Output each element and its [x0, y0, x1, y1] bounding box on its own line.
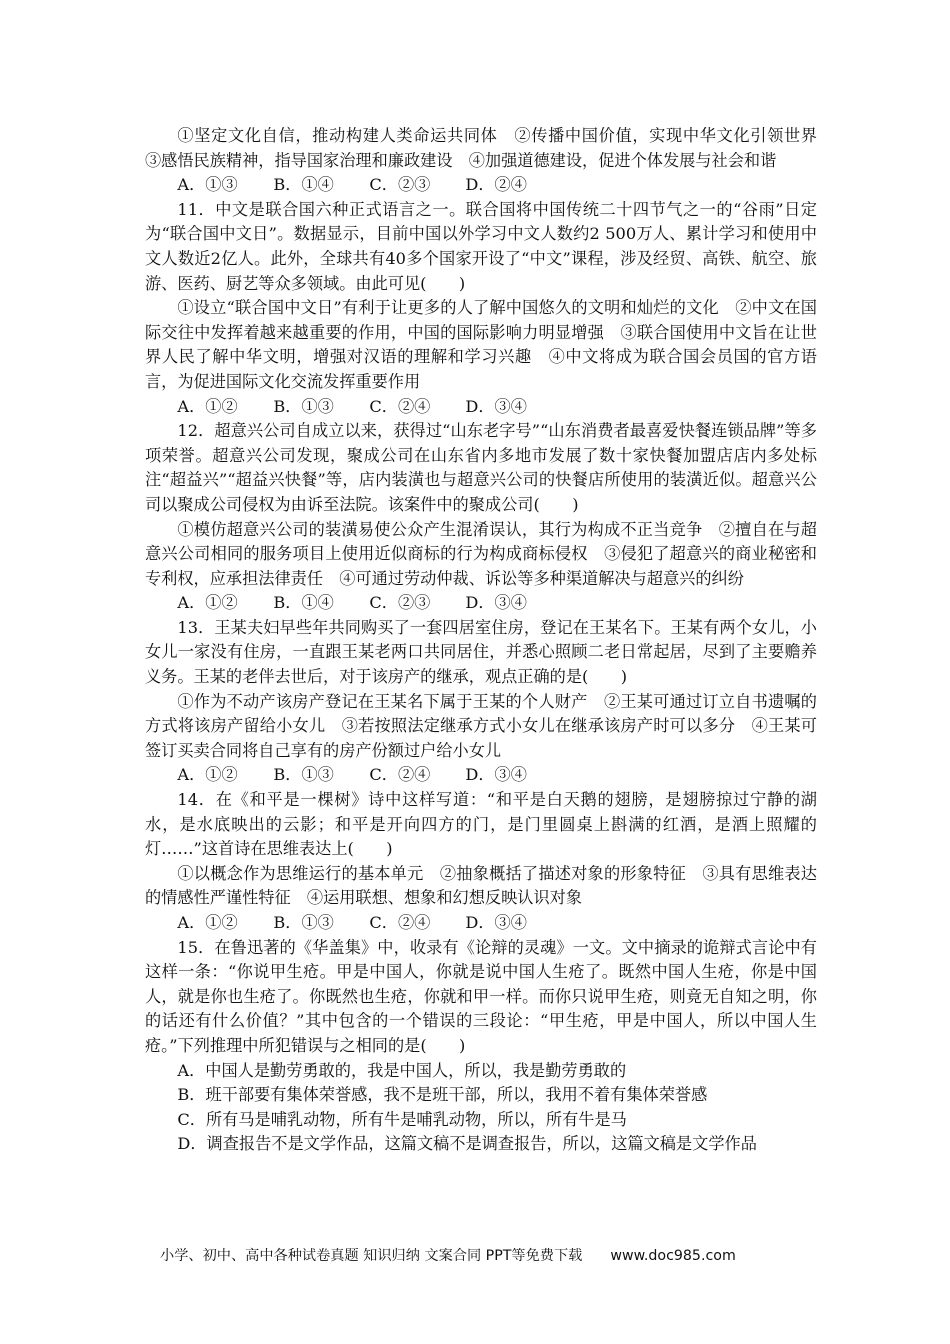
q11-options — [145, 395, 817, 420]
footer-url[interactable]: www.doc985.com — [610, 1248, 736, 1264]
q15-choice-b: B．班干部要有集体荣誉感，我不是班干部，所以，我用不着有集体荣誉感 — [177, 1085, 708, 1105]
q13-option-a: A．①② — [177, 765, 238, 785]
q13-statements: ①作为不动产该房产登记在王某名下属于王某的个人财产 ②王某可通过订立自书遗嘱的方式将该房产留给小女儿 ③若按照法定继承方式小女儿在继承该房产时可以多分 ④王某可签订买卖合同将自己享有的房产份额过户给小女儿 — [145, 691, 817, 760]
q12-options — [145, 591, 817, 616]
q14-option-d: D．③④ — [465, 913, 527, 932]
q11-option-d: D．③④ — [465, 396, 527, 416]
footer-text: 小学、初中、高中各种试卷真题 知识归纳 文案合同 PPT等免费下载 — [160, 1248, 583, 1264]
q13-option-d: D．③④ — [465, 765, 527, 785]
q12-stem: 12．超意兴公司自成立以来，获得过“山东老字号”“山东消费者最喜爱快餐连锁品牌”等多项荣誉。超意兴公司发现，聚成公司在山东省内多地市发展了数十家快餐加盟店店内多处标注“超益兴”“超益兴快餐”等，店内装潢也与超意兴公司的快餐店所使用的装潢近似。超意兴公司以聚成公司侵权为由诉至法院。该案件中的聚成公司( ) — [145, 421, 817, 514]
q14-option-b: B．①③ — [273, 913, 334, 932]
q12-option-c: C．②③ — [369, 593, 431, 613]
q15-choice-d: D．调查报告不是文学作品，这篇文稿不是调查报告，所以，这篇文稿是文学作品 — [177, 1134, 757, 1154]
q13-option-c: C．②④ — [369, 765, 431, 785]
q10-option-a: A．①③ — [177, 175, 238, 195]
q11-option-a: A．①② — [177, 396, 238, 416]
q10-option-c: C．②③ — [369, 175, 431, 195]
q12-statements: ①模仿超意兴公司的装潢易使公众产生混淆误认，其行为构成不正当竞争 ②擅自在与超意兴公司相同的服务项目上使用近似商标的行为构成商标侵权 ③侵犯了超意兴的商业秘密和专利权，应承担法律责任 ④可通过劳动仲裁、诉讼等多种渠道解决与超意兴的纠纷 — [145, 519, 817, 588]
page-footer — [160, 1245, 820, 1265]
q10-option-b: B．①④ — [273, 175, 334, 195]
q11-option-c: C．②④ — [369, 396, 431, 416]
q11-stem: 11．中文是联合国六种正式语言之一。联合国将中国传统二十四节气之一的“谷雨”日定为“联合国中文日”。数据显示，目前中国以外学习中文人数约2 500万人、累计学习和使用中文人数近2亿人。此外，全球共有40多个国家开设了“中文”课程，涉及经贸、高铁、航空、旅游、医药、厨艺等众多领域。由此可见( ) — [145, 199, 817, 293]
q15-choice-c: C．所有马是哺乳动物，所有牛是哺乳动物，所以，所有牛是马 — [177, 1109, 627, 1129]
q11-option-b: B．①③ — [273, 396, 334, 416]
q14-option-c: C．②④ — [369, 913, 431, 932]
q10-options — [145, 173, 817, 198]
q13-option-b: B．①③ — [273, 765, 334, 785]
q12-option-b: B．①④ — [273, 593, 334, 613]
q14-option-a: A．①② — [177, 913, 238, 932]
q11-statements: ①设立“联合国中文日”有利于让更多的人了解中国悠久的文明和灿烂的文化 ②中文在国际交往中发挥着越来越重要的作用，中国的国际影响力明显增强 ③联合国使用中文旨在让世界人民了解中华文明，增强对汉语的理解和学习兴趣 ④中文将成为联合国会员国的官方语言，为促进国际文化交流发挥重要作用 — [145, 298, 817, 391]
q15-stem: 15．在鲁迅著的《华盖集》中，收录有《论辩的灵魂》一文。文中摘录的诡辩式言论中有这样一条：“你说甲生疮。甲是中国人，你就是说中国人生疮了。既然中国人生疮，你是中国人，就是你也生疮了。你既然也生疮，你就和甲一样。而你只说甲生疮，则竟无自知之明，你的话还有什么价值？”其中包含的一个错误的三段论：“甲生疮，甲是中国人，所以中国人生疮。”下列推理中所犯错误与之相同的是( ) — [145, 937, 817, 1055]
q12-option-d: D．③④ — [465, 593, 527, 613]
q12-option-a: A．①② — [177, 593, 238, 613]
q14-options — [145, 911, 817, 936]
q10-option-d: D．②④ — [465, 175, 527, 195]
q14-stem: 14．在《和平是一棵树》诗中这样写道：“和平是白天鹅的翅膀，是翅膀掠过宁静的湖水，是水底映出的云影；和平是开向四方的门，是门里圆桌上斟满的红酒，是酒上照耀的灯……”这首诗在思维表达上( ) — [145, 790, 817, 859]
q15-choice-a: A．中国人是勤劳勇敢的，我是中国人，所以，我是勤劳勇敢的 — [177, 1060, 627, 1080]
q13-stem: 13．王某夫妇早些年共同购买了一套四居室住房，登记在王某名下。王某有两个女儿，小女儿一家没有住房，一直跟王某老两口共同居住，并悉心照顾二老日常起居，尽到了主要赡养义务。王某的老伴去世后，对于该房产的继承，观点正确的是( ) — [145, 617, 817, 687]
q14-statements: ①以概念作为思维运行的基本单元 ②抽象概括了描述对象的形象特征 ③具有思维表达的情感性严谨性特征 ④运用联想、想象和幻想反映认识对象 — [145, 863, 817, 908]
q13-options — [145, 763, 817, 788]
q10-statements: ①坚定文化自信，推动构建人类命运共同体 ②传播中国价值，实现中华文化引领世界 ③感悟民族精神，指导国家治理和廉政建设 ④加强道德建设，促进个体发展与社会和谐 — [145, 126, 834, 170]
exam-page — [145, 124, 834, 1157]
